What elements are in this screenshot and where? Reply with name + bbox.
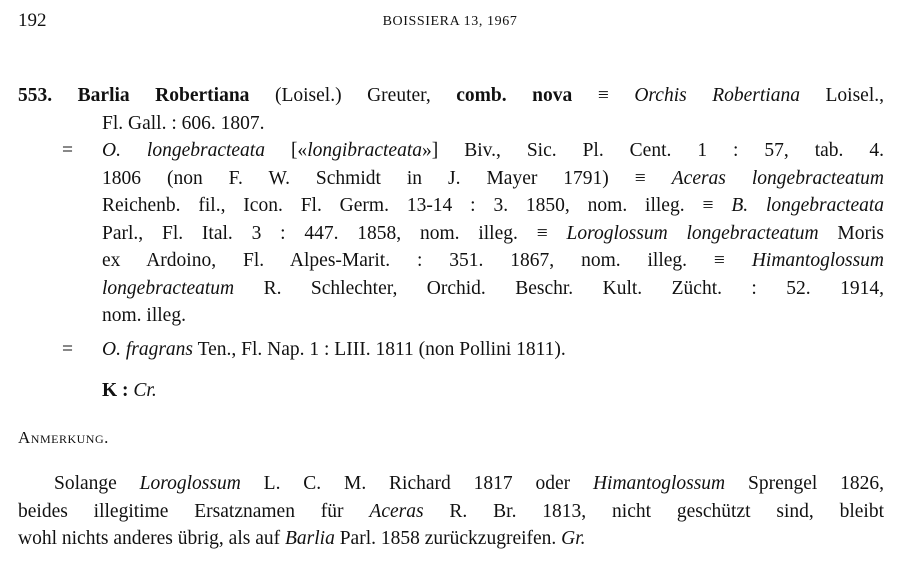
basionym-citation: Fl. Gall. : 606. 1807. [102,112,265,134]
synonym-name: Himantoglossum [751,250,884,271]
synonym-status: nom. illeg. [102,305,186,326]
synonym-name: Loroglossum longebracteatum [566,222,819,244]
synonym-1-line-6 [18,275,884,303]
synonym-citation: »] Biv., Sic. Pl. Cent. 1 : 57, tab. 4. [422,140,885,161]
synonym-1-line-7 [18,302,884,330]
synonym-1-line-5 [18,247,884,275]
distribution-line [102,380,157,402]
synonym-citation: Ten., Fl. Nap. 1 : LIII. 1811 (non Pollini 1811). [197,338,566,360]
note-text: R. Br. 1813, nicht geschützt sind, bleibt [449,500,885,522]
entry-line-1 [18,82,884,110]
synonym-name: O. fragrans [102,338,194,360]
genus-name: Himantoglossum [592,473,726,494]
synonym-2-line [18,336,884,364]
basionym-author: Loisel., [825,85,885,106]
genus-name: Loroglossum [139,473,241,494]
anmerkung-heading: Anmerkung. [18,428,109,447]
synonym-name: O. longebracteata [102,140,265,161]
homotypic-sign: ≡ [713,250,725,271]
homotypic-sign: ≡ [634,167,646,189]
distribution-label: K : [102,380,129,401]
synonym-citation: Parl., Fl. Ital. 3 : 447. 1858, nom. illeg. [102,222,518,244]
note-text: L. C. M. Richard 1817 oder [263,473,571,494]
synonym-citation: 1806 (non F. W. Schmidt in J. Mayer 1791) [102,167,609,189]
note-text: Solange [54,473,117,494]
author-initials: Gr. [561,528,586,549]
synonym-name: longebracteatum [102,277,235,299]
comb-nova-label: comb. nova [456,85,573,106]
note-text: Sprengel 1826, [747,473,885,494]
bracket-open: [« [290,140,308,161]
anmerkung-text [18,470,884,553]
running-title: BOISSIERA 13, 1967 [382,14,518,29]
homotypic-sign: ≡ [597,85,609,106]
note-line-2 [18,498,884,526]
page-number: 192 [18,10,47,31]
synonym-1-line-3 [18,192,884,220]
entry-line-2 [18,110,884,138]
entry-number: 553. [18,85,53,106]
taxon-entry [18,82,884,363]
synonym-1-line-4 [18,220,884,248]
synonym-1-line-1 [18,137,884,165]
note-text: wohl nichts anderes übrig, als auf [18,528,281,549]
synonym-citation: Reichenb. fil., Icon. Fl. Germ. 13-14 : 3. 1850, nom. illeg. [102,195,685,216]
homotypic-sign: ≡ [702,195,714,216]
orthographic-variant: longibracteata [307,140,423,161]
distribution-value: Cr. [133,380,157,401]
homotypic-sign: ≡ [536,222,548,244]
genus-name: Barlia [284,528,335,549]
genus-name: Aceras [369,500,424,522]
accepted-authors: (Loisel.) Greuter, [274,85,431,106]
note-line-1 [18,470,884,498]
accepted-name: Barlia Robertiana [77,85,250,106]
synonym-name: B. longebracteata [731,195,885,216]
heterotypic-sign: = [62,140,73,161]
synonym-1-line-2 [18,165,884,193]
synonym-citation: R. Schlechter, Orchid. Beschr. Kult. Zücht. : 52. 1914, [263,277,885,299]
note-text: beides illegitime Ersatznamen für [18,500,344,522]
page-header [18,10,882,36]
synonym-author: Moris [837,222,885,244]
heterotypic-sign: = [62,338,73,360]
note-text: Parl. 1858 zurückzugreifen. [339,528,557,549]
note-line-3 [18,525,884,553]
basionym-name: Orchis Robertiana [634,85,800,106]
synonym-name: Aceras longebracteatum [671,167,885,189]
synonym-citation: ex Ardoino, Fl. Alpes-Marit. : 351. 1867, nom. illeg. [102,250,688,271]
